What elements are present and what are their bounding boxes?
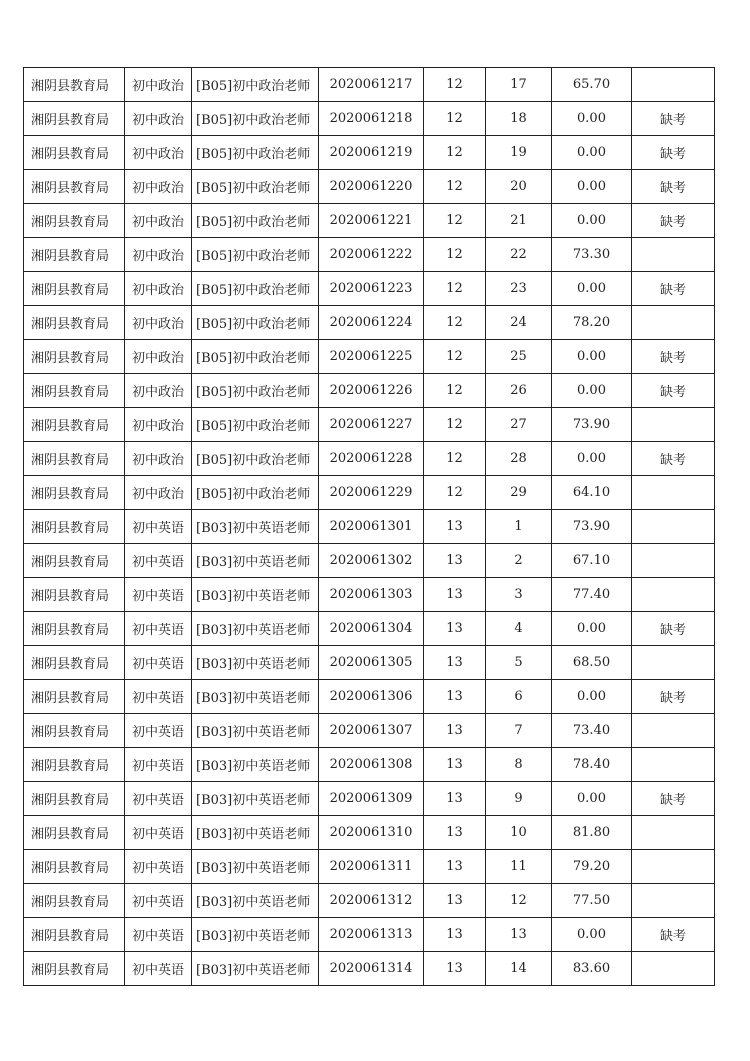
unit-cell: 湘阴县教育局 bbox=[24, 578, 125, 612]
remark-cell: 缺考 bbox=[632, 442, 715, 476]
post-cell: [B05]初中政治老师 bbox=[192, 136, 319, 170]
subject-cell: 初中英语 bbox=[125, 578, 192, 612]
room-cell: 13 bbox=[424, 850, 486, 884]
post-cell: [B05]初中政治老师 bbox=[192, 204, 319, 238]
score-cell: 83.60 bbox=[552, 952, 632, 986]
score-cell: 67.10 bbox=[552, 544, 632, 578]
ticket-number-cell: 2020061308 bbox=[319, 748, 424, 782]
room-cell: 13 bbox=[424, 578, 486, 612]
table-row bbox=[24, 272, 715, 306]
room-cell: 12 bbox=[424, 204, 486, 238]
unit-cell: 湘阴县教育局 bbox=[24, 170, 125, 204]
table-row bbox=[24, 340, 715, 374]
unit-cell: 湘阴县教育局 bbox=[24, 918, 125, 952]
remark-cell: 缺考 bbox=[632, 612, 715, 646]
post-cell: [B05]初中政治老师 bbox=[192, 238, 319, 272]
unit-cell: 湘阴县教育局 bbox=[24, 272, 125, 306]
ticket-number-cell: 2020061220 bbox=[319, 170, 424, 204]
seat-cell: 21 bbox=[486, 204, 552, 238]
seat-cell: 7 bbox=[486, 714, 552, 748]
score-cell: 68.50 bbox=[552, 646, 632, 680]
room-cell: 13 bbox=[424, 714, 486, 748]
room-cell: 13 bbox=[424, 918, 486, 952]
table-row bbox=[24, 306, 715, 340]
unit-cell: 湘阴县教育局 bbox=[24, 476, 125, 510]
score-cell: 73.30 bbox=[552, 238, 632, 272]
room-cell: 12 bbox=[424, 374, 486, 408]
unit-cell: 湘阴县教育局 bbox=[24, 306, 125, 340]
room-cell: 13 bbox=[424, 544, 486, 578]
seat-cell: 1 bbox=[486, 510, 552, 544]
unit-cell: 湘阴县教育局 bbox=[24, 782, 125, 816]
ticket-number-cell: 2020061227 bbox=[319, 408, 424, 442]
table-row bbox=[24, 782, 715, 816]
post-cell: [B05]初中政治老师 bbox=[192, 102, 319, 136]
subject-cell: 初中英语 bbox=[125, 510, 192, 544]
subject-cell: 初中政治 bbox=[125, 374, 192, 408]
remark-cell: 缺考 bbox=[632, 136, 715, 170]
table-row bbox=[24, 748, 715, 782]
post-cell: [B05]初中政治老师 bbox=[192, 476, 319, 510]
score-cell: 78.20 bbox=[552, 306, 632, 340]
room-cell: 12 bbox=[424, 340, 486, 374]
ticket-number-cell: 2020061302 bbox=[319, 544, 424, 578]
post-cell: [B03]初中英语老师 bbox=[192, 918, 319, 952]
remark-cell bbox=[632, 578, 715, 612]
unit-cell: 湘阴县教育局 bbox=[24, 748, 125, 782]
subject-cell: 初中政治 bbox=[125, 476, 192, 510]
room-cell: 12 bbox=[424, 476, 486, 510]
seat-cell: 2 bbox=[486, 544, 552, 578]
remark-cell: 缺考 bbox=[632, 340, 715, 374]
table-row bbox=[24, 612, 715, 646]
remark-cell bbox=[632, 306, 715, 340]
room-cell: 13 bbox=[424, 816, 486, 850]
subject-cell: 初中英语 bbox=[125, 748, 192, 782]
seat-cell: 25 bbox=[486, 340, 552, 374]
room-cell: 13 bbox=[424, 884, 486, 918]
unit-cell: 湘阴县教育局 bbox=[24, 544, 125, 578]
ticket-number-cell: 2020061312 bbox=[319, 884, 424, 918]
score-cell: 0.00 bbox=[552, 442, 632, 476]
score-cell: 73.40 bbox=[552, 714, 632, 748]
seat-cell: 20 bbox=[486, 170, 552, 204]
subject-cell: 初中政治 bbox=[125, 272, 192, 306]
seat-cell: 14 bbox=[486, 952, 552, 986]
remark-cell bbox=[632, 884, 715, 918]
table-row bbox=[24, 680, 715, 714]
unit-cell: 湘阴县教育局 bbox=[24, 374, 125, 408]
score-cell: 0.00 bbox=[552, 782, 632, 816]
unit-cell: 湘阴县教育局 bbox=[24, 408, 125, 442]
post-cell: [B05]初中政治老师 bbox=[192, 68, 319, 102]
post-cell: [B05]初中政治老师 bbox=[192, 272, 319, 306]
score-cell: 0.00 bbox=[552, 272, 632, 306]
remark-cell bbox=[632, 748, 715, 782]
score-cell: 0.00 bbox=[552, 170, 632, 204]
room-cell: 12 bbox=[424, 68, 486, 102]
ticket-number-cell: 2020061304 bbox=[319, 612, 424, 646]
subject-cell: 初中英语 bbox=[125, 918, 192, 952]
subject-cell: 初中政治 bbox=[125, 306, 192, 340]
unit-cell: 湘阴县教育局 bbox=[24, 850, 125, 884]
seat-cell: 29 bbox=[486, 476, 552, 510]
ticket-number-cell: 2020061310 bbox=[319, 816, 424, 850]
subject-cell: 初中英语 bbox=[125, 816, 192, 850]
room-cell: 13 bbox=[424, 646, 486, 680]
score-cell: 73.90 bbox=[552, 510, 632, 544]
ticket-number-cell: 2020061307 bbox=[319, 714, 424, 748]
table-row bbox=[24, 170, 715, 204]
table-row bbox=[24, 510, 715, 544]
score-cell: 81.80 bbox=[552, 816, 632, 850]
seat-cell: 28 bbox=[486, 442, 552, 476]
ticket-number-cell: 2020061301 bbox=[319, 510, 424, 544]
table-row bbox=[24, 646, 715, 680]
unit-cell: 湘阴县教育局 bbox=[24, 714, 125, 748]
room-cell: 12 bbox=[424, 170, 486, 204]
table-row bbox=[24, 952, 715, 986]
table-row bbox=[24, 918, 715, 952]
seat-cell: 13 bbox=[486, 918, 552, 952]
score-cell: 77.40 bbox=[552, 578, 632, 612]
ticket-number-cell: 2020061222 bbox=[319, 238, 424, 272]
ticket-number-cell: 2020061303 bbox=[319, 578, 424, 612]
post-cell: [B03]初中英语老师 bbox=[192, 816, 319, 850]
seat-cell: 23 bbox=[486, 272, 552, 306]
post-cell: [B03]初中英语老师 bbox=[192, 646, 319, 680]
ticket-number-cell: 2020061226 bbox=[319, 374, 424, 408]
remark-cell bbox=[632, 476, 715, 510]
room-cell: 13 bbox=[424, 680, 486, 714]
post-cell: [B03]初中英语老师 bbox=[192, 578, 319, 612]
unit-cell: 湘阴县教育局 bbox=[24, 612, 125, 646]
room-cell: 13 bbox=[424, 782, 486, 816]
ticket-number-cell: 2020061311 bbox=[319, 850, 424, 884]
subject-cell: 初中政治 bbox=[125, 204, 192, 238]
seat-cell: 22 bbox=[486, 238, 552, 272]
seat-cell: 17 bbox=[486, 68, 552, 102]
unit-cell: 湘阴县教育局 bbox=[24, 204, 125, 238]
remark-cell: 缺考 bbox=[632, 272, 715, 306]
unit-cell: 湘阴县教育局 bbox=[24, 102, 125, 136]
table-row bbox=[24, 884, 715, 918]
post-cell: [B05]初中政治老师 bbox=[192, 374, 319, 408]
score-cell: 0.00 bbox=[552, 374, 632, 408]
room-cell: 12 bbox=[424, 238, 486, 272]
score-cell: 0.00 bbox=[552, 918, 632, 952]
score-cell: 0.00 bbox=[552, 612, 632, 646]
score-cell: 0.00 bbox=[552, 204, 632, 238]
post-cell: [B05]初中政治老师 bbox=[192, 170, 319, 204]
unit-cell: 湘阴县教育局 bbox=[24, 816, 125, 850]
remark-cell: 缺考 bbox=[632, 170, 715, 204]
room-cell: 13 bbox=[424, 510, 486, 544]
seat-cell: 6 bbox=[486, 680, 552, 714]
subject-cell: 初中政治 bbox=[125, 442, 192, 476]
unit-cell: 湘阴县教育局 bbox=[24, 442, 125, 476]
post-cell: [B03]初中英语老师 bbox=[192, 952, 319, 986]
ticket-number-cell: 2020061221 bbox=[319, 204, 424, 238]
post-cell: [B05]初中政治老师 bbox=[192, 340, 319, 374]
table-row bbox=[24, 816, 715, 850]
room-cell: 12 bbox=[424, 136, 486, 170]
subject-cell: 初中英语 bbox=[125, 544, 192, 578]
ticket-number-cell: 2020061229 bbox=[319, 476, 424, 510]
ticket-number-cell: 2020061306 bbox=[319, 680, 424, 714]
table-row bbox=[24, 544, 715, 578]
score-cell: 64.10 bbox=[552, 476, 632, 510]
post-cell: [B03]初中英语老师 bbox=[192, 884, 319, 918]
score-cell: 78.40 bbox=[552, 748, 632, 782]
unit-cell: 湘阴县教育局 bbox=[24, 680, 125, 714]
table-row bbox=[24, 442, 715, 476]
remark-cell: 缺考 bbox=[632, 204, 715, 238]
subject-cell: 初中英语 bbox=[125, 612, 192, 646]
ticket-number-cell: 2020061314 bbox=[319, 952, 424, 986]
table-row bbox=[24, 578, 715, 612]
table-row bbox=[24, 136, 715, 170]
seat-cell: 11 bbox=[486, 850, 552, 884]
ticket-number-cell: 2020061305 bbox=[319, 646, 424, 680]
ticket-number-cell: 2020061223 bbox=[319, 272, 424, 306]
unit-cell: 湘阴县教育局 bbox=[24, 238, 125, 272]
subject-cell: 初中政治 bbox=[125, 408, 192, 442]
subject-cell: 初中英语 bbox=[125, 850, 192, 884]
post-cell: [B05]初中政治老师 bbox=[192, 408, 319, 442]
remark-cell bbox=[632, 238, 715, 272]
subject-cell: 初中政治 bbox=[125, 238, 192, 272]
unit-cell: 湘阴县教育局 bbox=[24, 340, 125, 374]
ticket-number-cell: 2020061309 bbox=[319, 782, 424, 816]
score-cell: 65.70 bbox=[552, 68, 632, 102]
subject-cell: 初中英语 bbox=[125, 782, 192, 816]
table-row bbox=[24, 714, 715, 748]
remark-cell bbox=[632, 408, 715, 442]
remark-cell bbox=[632, 714, 715, 748]
post-cell: [B03]初中英语老师 bbox=[192, 748, 319, 782]
room-cell: 13 bbox=[424, 952, 486, 986]
remark-cell: 缺考 bbox=[632, 918, 715, 952]
unit-cell: 湘阴县教育局 bbox=[24, 646, 125, 680]
subject-cell: 初中英语 bbox=[125, 680, 192, 714]
post-cell: [B03]初中英语老师 bbox=[192, 544, 319, 578]
ticket-number-cell: 2020061217 bbox=[319, 68, 424, 102]
seat-cell: 26 bbox=[486, 374, 552, 408]
post-cell: [B03]初中英语老师 bbox=[192, 680, 319, 714]
unit-cell: 湘阴县教育局 bbox=[24, 136, 125, 170]
seat-cell: 5 bbox=[486, 646, 552, 680]
seat-cell: 18 bbox=[486, 102, 552, 136]
table-body bbox=[24, 68, 715, 986]
room-cell: 13 bbox=[424, 612, 486, 646]
post-cell: [B03]初中英语老师 bbox=[192, 782, 319, 816]
post-cell: [B03]初中英语老师 bbox=[192, 510, 319, 544]
seat-cell: 27 bbox=[486, 408, 552, 442]
seat-cell: 8 bbox=[486, 748, 552, 782]
remark-cell: 缺考 bbox=[632, 102, 715, 136]
remark-cell: 缺考 bbox=[632, 680, 715, 714]
post-cell: [B03]初中英语老师 bbox=[192, 714, 319, 748]
unit-cell: 湘阴县教育局 bbox=[24, 952, 125, 986]
seat-cell: 12 bbox=[486, 884, 552, 918]
ticket-number-cell: 2020061218 bbox=[319, 102, 424, 136]
subject-cell: 初中政治 bbox=[125, 170, 192, 204]
seat-cell: 9 bbox=[486, 782, 552, 816]
unit-cell: 湘阴县教育局 bbox=[24, 510, 125, 544]
post-cell: [B05]初中政治老师 bbox=[192, 442, 319, 476]
seat-cell: 4 bbox=[486, 612, 552, 646]
remark-cell bbox=[632, 952, 715, 986]
score-cell: 0.00 bbox=[552, 102, 632, 136]
ticket-number-cell: 2020061225 bbox=[319, 340, 424, 374]
table-row bbox=[24, 238, 715, 272]
room-cell: 12 bbox=[424, 306, 486, 340]
seat-cell: 19 bbox=[486, 136, 552, 170]
seat-cell: 24 bbox=[486, 306, 552, 340]
room-cell: 12 bbox=[424, 442, 486, 476]
unit-cell: 湘阴县教育局 bbox=[24, 68, 125, 102]
table-row bbox=[24, 850, 715, 884]
subject-cell: 初中政治 bbox=[125, 340, 192, 374]
table-row bbox=[24, 102, 715, 136]
ticket-number-cell: 2020061313 bbox=[319, 918, 424, 952]
score-cell: 0.00 bbox=[552, 136, 632, 170]
remark-cell bbox=[632, 544, 715, 578]
post-cell: [B05]初中政治老师 bbox=[192, 306, 319, 340]
ticket-number-cell: 2020061224 bbox=[319, 306, 424, 340]
remark-cell bbox=[632, 510, 715, 544]
remark-cell: 缺考 bbox=[632, 374, 715, 408]
subject-cell: 初中英语 bbox=[125, 714, 192, 748]
subject-cell: 初中英语 bbox=[125, 884, 192, 918]
subject-cell: 初中英语 bbox=[125, 952, 192, 986]
subject-cell: 初中政治 bbox=[125, 68, 192, 102]
score-table bbox=[23, 67, 715, 986]
remark-cell: 缺考 bbox=[632, 782, 715, 816]
room-cell: 13 bbox=[424, 748, 486, 782]
table-row bbox=[24, 408, 715, 442]
ticket-number-cell: 2020061228 bbox=[319, 442, 424, 476]
table-row bbox=[24, 68, 715, 102]
remark-cell bbox=[632, 646, 715, 680]
room-cell: 12 bbox=[424, 272, 486, 306]
table-row bbox=[24, 374, 715, 408]
score-cell: 73.90 bbox=[552, 408, 632, 442]
post-cell: [B03]初中英语老师 bbox=[192, 850, 319, 884]
subject-cell: 初中政治 bbox=[125, 102, 192, 136]
ticket-number-cell: 2020061219 bbox=[319, 136, 424, 170]
post-cell: [B03]初中英语老师 bbox=[192, 612, 319, 646]
seat-cell: 10 bbox=[486, 816, 552, 850]
unit-cell: 湘阴县教育局 bbox=[24, 884, 125, 918]
score-cell: 0.00 bbox=[552, 340, 632, 374]
room-cell: 12 bbox=[424, 408, 486, 442]
score-cell: 79.20 bbox=[552, 850, 632, 884]
seat-cell: 3 bbox=[486, 578, 552, 612]
score-cell: 77.50 bbox=[552, 884, 632, 918]
remark-cell bbox=[632, 68, 715, 102]
score-cell: 0.00 bbox=[552, 680, 632, 714]
table-row bbox=[24, 204, 715, 238]
remark-cell bbox=[632, 850, 715, 884]
room-cell: 12 bbox=[424, 102, 486, 136]
table-row bbox=[24, 476, 715, 510]
remark-cell bbox=[632, 816, 715, 850]
subject-cell: 初中英语 bbox=[125, 646, 192, 680]
subject-cell: 初中政治 bbox=[125, 136, 192, 170]
